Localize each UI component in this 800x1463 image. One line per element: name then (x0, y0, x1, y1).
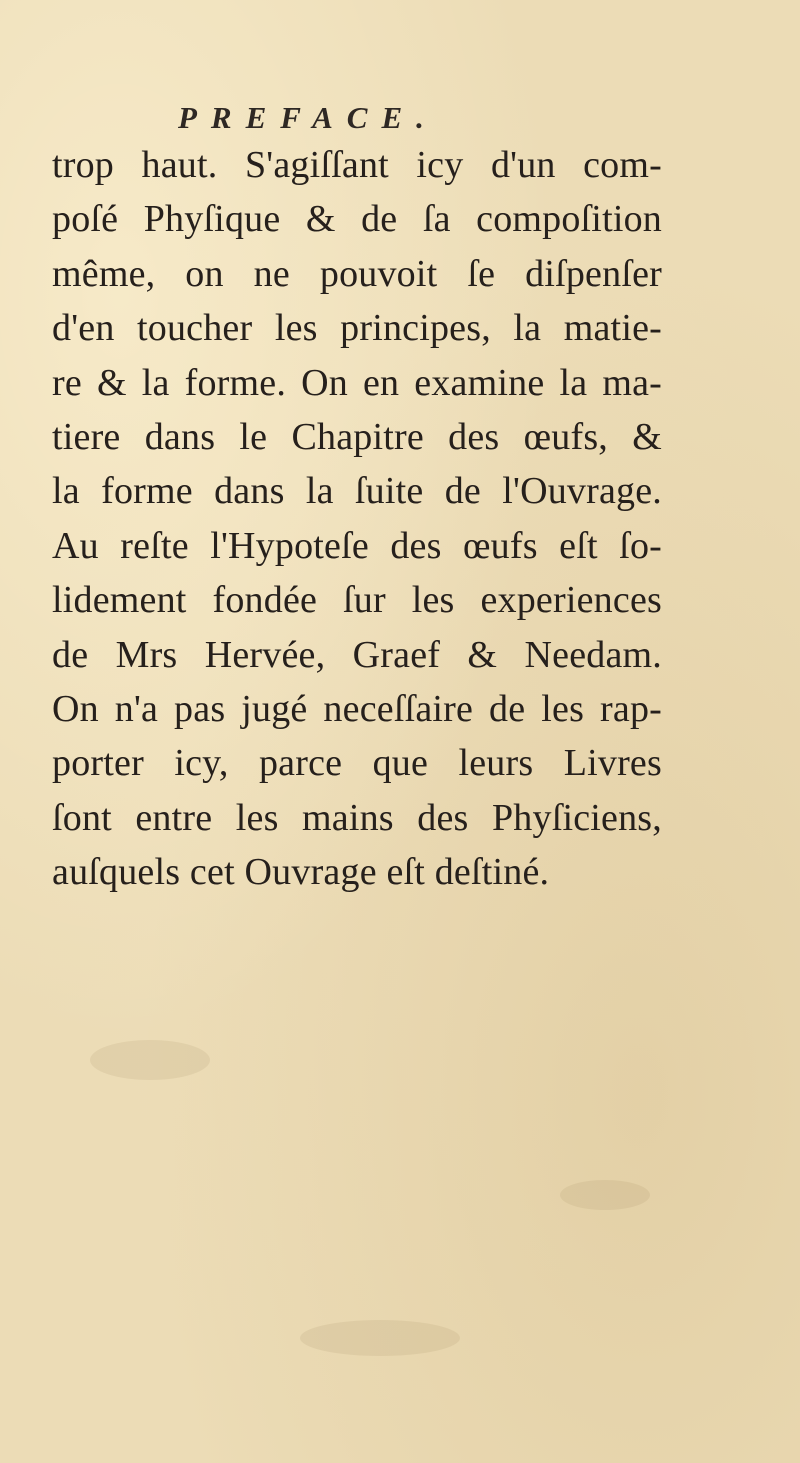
paper-stain (560, 1180, 650, 1210)
running-head: PREFACE. (178, 100, 438, 135)
body-text (52, 138, 662, 899)
text-line: trop haut. S'agiſſant icy d'un com- (52, 144, 662, 186)
text-line: auſquels cet Ouvrage eſt deſtiné. (52, 851, 550, 894)
paper-stain (300, 1320, 460, 1356)
text-line: de Mrs Hervée, Graef & Needam. (52, 633, 662, 676)
text-line: ſont entre les mains des Phyſiciens, (52, 796, 662, 839)
text-line: porter icy, parce que leurs Livres (52, 742, 662, 785)
text-line: lidement fondée ſur les experiences (52, 579, 662, 622)
text-line: On n'a pas jugé neceſſaire de les rap- (52, 687, 662, 730)
paper-stain (90, 1040, 210, 1080)
text-line: d'en toucher les principes, la matie- (52, 307, 662, 350)
text-line: Au reſte l'Hypoteſe des œufs eſt ſo- (52, 524, 662, 567)
text-line: la forme dans la ſuite de l'Ouvrage. (52, 470, 662, 513)
text-line: poſé Phyſique & de ſa compoſition (52, 198, 662, 241)
text-line: tiere dans le Chapitre des œufs, & (52, 415, 662, 458)
text-line: même, on ne pouvoit ſe diſpenſer (52, 252, 662, 295)
text-line: re & la forme. On en examine la ma- (52, 361, 662, 404)
